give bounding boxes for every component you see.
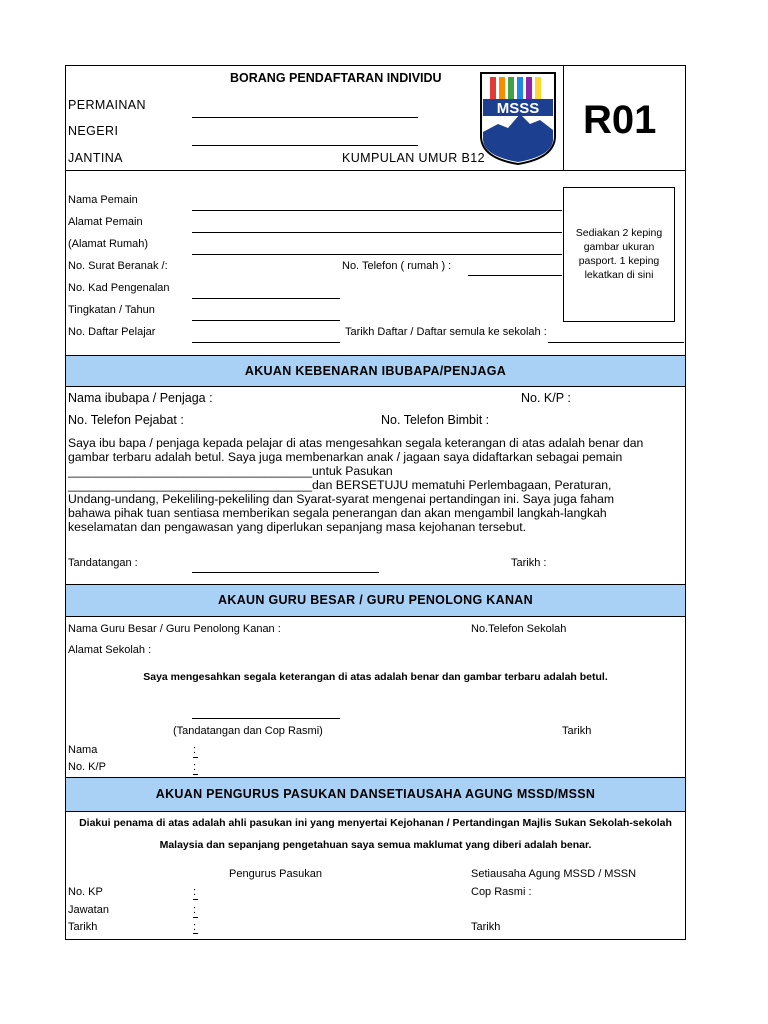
- telefon-rumah-label: No. Telefon ( rumah ) :: [342, 260, 452, 272]
- daftar-pelajar-line[interactable]: [192, 342, 340, 343]
- nama-guru-label: Nama Guru Besar / Guru Penolong Kanan :: [68, 623, 281, 635]
- ibubapa-para-6: bahawa pihak tuan sentiasa memberikan segala penerangan dan akan mengambil langkah-langkah: [68, 506, 607, 520]
- header-divider: [66, 170, 685, 171]
- kad-pengenalan-line[interactable]: [192, 298, 340, 299]
- ibubapa-para-3: ____________________________________untuk Pasukan: [68, 464, 393, 478]
- jantina-label: JANTINA: [68, 151, 123, 165]
- alamat-line-1[interactable]: [192, 232, 562, 233]
- tarikh-setiausaha-label: Tarikh: [471, 921, 501, 933]
- tarikh-guru-label: Tarikh: [562, 725, 592, 737]
- cop-rasmi-label: Cop Rasmi :: [471, 886, 532, 898]
- nama-guru-besar-colon: :: [193, 744, 197, 756]
- ibubapa-para-1: Saya ibu bapa / penjaga kepada pelajar di atas mengesahkan segala keterangan di atas adalah benar dan: [68, 436, 644, 450]
- telefon-sekolah-label: No.Telefon Sekolah: [471, 623, 567, 635]
- logo-text: MSSS: [496, 100, 540, 117]
- telefon-rumah-line[interactable]: [468, 275, 562, 276]
- tandatangan-guru-line[interactable]: [192, 718, 340, 719]
- permainan-line[interactable]: [192, 117, 418, 118]
- alamat-line-2[interactable]: [192, 254, 562, 255]
- tandatangan-cop-label: (Tandatangan dan Cop Rasmi): [173, 725, 323, 737]
- tarikh-ibubapa-label: Tarikh :: [511, 557, 547, 569]
- kumpulan-umur: KUMPULAN UMUR B12: [342, 151, 485, 165]
- telefon-pejabat-label: No. Telefon Pejabat :: [68, 413, 184, 427]
- surat-beranak-label: No. Surat Beranak /:: [68, 260, 168, 272]
- photo-note-3: pasport. 1 keping: [578, 255, 660, 267]
- jawatan-colon: :: [193, 904, 197, 916]
- ibubapa-para-2: gambar terbaru adalah betul. Saya juga membenarkan anak / jagaan saya didaftarkan sebagai pemain: [68, 450, 623, 464]
- tarikh-daftar-label: Tarikh Daftar / Daftar semula ke sekolah :: [345, 326, 547, 338]
- ibubapa-heading: AKUAN KEBENARAN IBUBAPA/PENJAGA: [66, 355, 685, 387]
- kp-guru-label: No. K/P: [68, 761, 106, 773]
- setiausaha-label: Setiausaha Agung MSSD / MSSN: [471, 868, 637, 880]
- jawatan-label: Jawatan: [68, 904, 109, 916]
- ibubapa-para-7: keselamatan dan pengawasan yang diperlukan sepanjang masa kejohanan tersebut.: [68, 520, 527, 534]
- tingkatan-label: Tingkatan / Tahun: [68, 304, 155, 316]
- kp-pengurus-underline[interactable]: [193, 899, 198, 900]
- photo-note-2: gambar ukuran: [583, 241, 655, 253]
- pengurus-pasukan-label: Pengurus Pasukan: [229, 868, 322, 880]
- alamat-pemain-label: Alamat Pemain: [68, 216, 143, 228]
- telefon-bimbit-label: No. Telefon Bimbit :: [381, 413, 490, 427]
- tandatangan-ibubapa-line[interactable]: [192, 572, 379, 573]
- tingkatan-line[interactable]: [192, 320, 340, 321]
- permainan-label: PERMAINAN: [68, 98, 146, 112]
- jawatan-underline[interactable]: [193, 917, 198, 918]
- tarikh-pengurus-label: Tarikh: [68, 921, 98, 933]
- kp-guru-underline[interactable]: [193, 774, 198, 775]
- form-code: R01: [583, 98, 657, 142]
- photo-note-4: lekatkan di sini: [584, 269, 654, 281]
- kp-guru-colon: :: [193, 761, 197, 773]
- alamat-sekolah-label: Alamat Sekolah :: [68, 644, 152, 656]
- alamat-rumah-label: (Alamat Rumah): [68, 238, 149, 250]
- ibubapa-para-5: Undang-undang, Pekeliling-pekeliling dan Syarat-syarat mengenai pertandingan ini. Saya juga faham: [68, 492, 615, 506]
- pengurus-para-2: Malaysia dan sepanjang pengetahuan saya semua maklumat yang diberi adalah benar.: [159, 839, 592, 851]
- nama-pemain-line[interactable]: [192, 210, 562, 211]
- nama-guru-besar-label: Nama: [68, 744, 98, 756]
- negeri-line[interactable]: [192, 145, 418, 146]
- nama-guru-besar-underline[interactable]: [193, 757, 198, 758]
- daftar-pelajar-label: No. Daftar Pelajar: [68, 326, 156, 338]
- kp-pengurus-colon: :: [193, 886, 197, 898]
- ibubapa-para-4: ____________________________________dan BERSETUJU mematuhi Perlembagaan, Peraturan,: [68, 478, 612, 492]
- guru-heading: AKAUN GURU BESAR / GURU PENOLONG KANAN: [66, 584, 685, 617]
- form-title: BORANG PENDAFTARAN INDIVIDU: [230, 71, 442, 85]
- kad-pengenalan-label: No. Kad Pengenalan: [68, 282, 170, 294]
- photo-note-1: Sediakan 2 keping: [575, 227, 663, 239]
- msss-logo: [478, 70, 558, 166]
- tandatangan-ibubapa-label: Tandatangan :: [68, 557, 138, 569]
- negeri-label: NEGERI: [68, 124, 119, 138]
- nama-ibubapa-label: Nama ibubapa / Penjaga :: [68, 391, 213, 405]
- kp-pengurus-label: No. KP: [68, 886, 103, 898]
- nama-pemain-label: Nama Pemain: [68, 194, 138, 206]
- pengurus-heading: AKUAN PENGURUS PASUKAN DANSETIAUSAHA AGUNG MSSD/MSSN: [66, 777, 685, 812]
- tarikh-pengurus-colon: :: [193, 921, 197, 933]
- guru-pengesahan: Saya mengesahkan segala keterangan di atas adalah benar dan gambar terbaru adalah betul.: [143, 671, 608, 683]
- kp-ibubapa-label: No. K/P :: [521, 391, 571, 405]
- pengurus-para-1: Diakui penama di atas adalah ahli pasukan ini yang menyertai Kejohanan / Pertandingan Majlis Sukan Sekolah-sekolah: [79, 817, 672, 829]
- tarikh-pengurus-underline[interactable]: [193, 933, 198, 934]
- logo-divider: [563, 66, 564, 170]
- tarikh-daftar-line[interactable]: [548, 342, 684, 343]
